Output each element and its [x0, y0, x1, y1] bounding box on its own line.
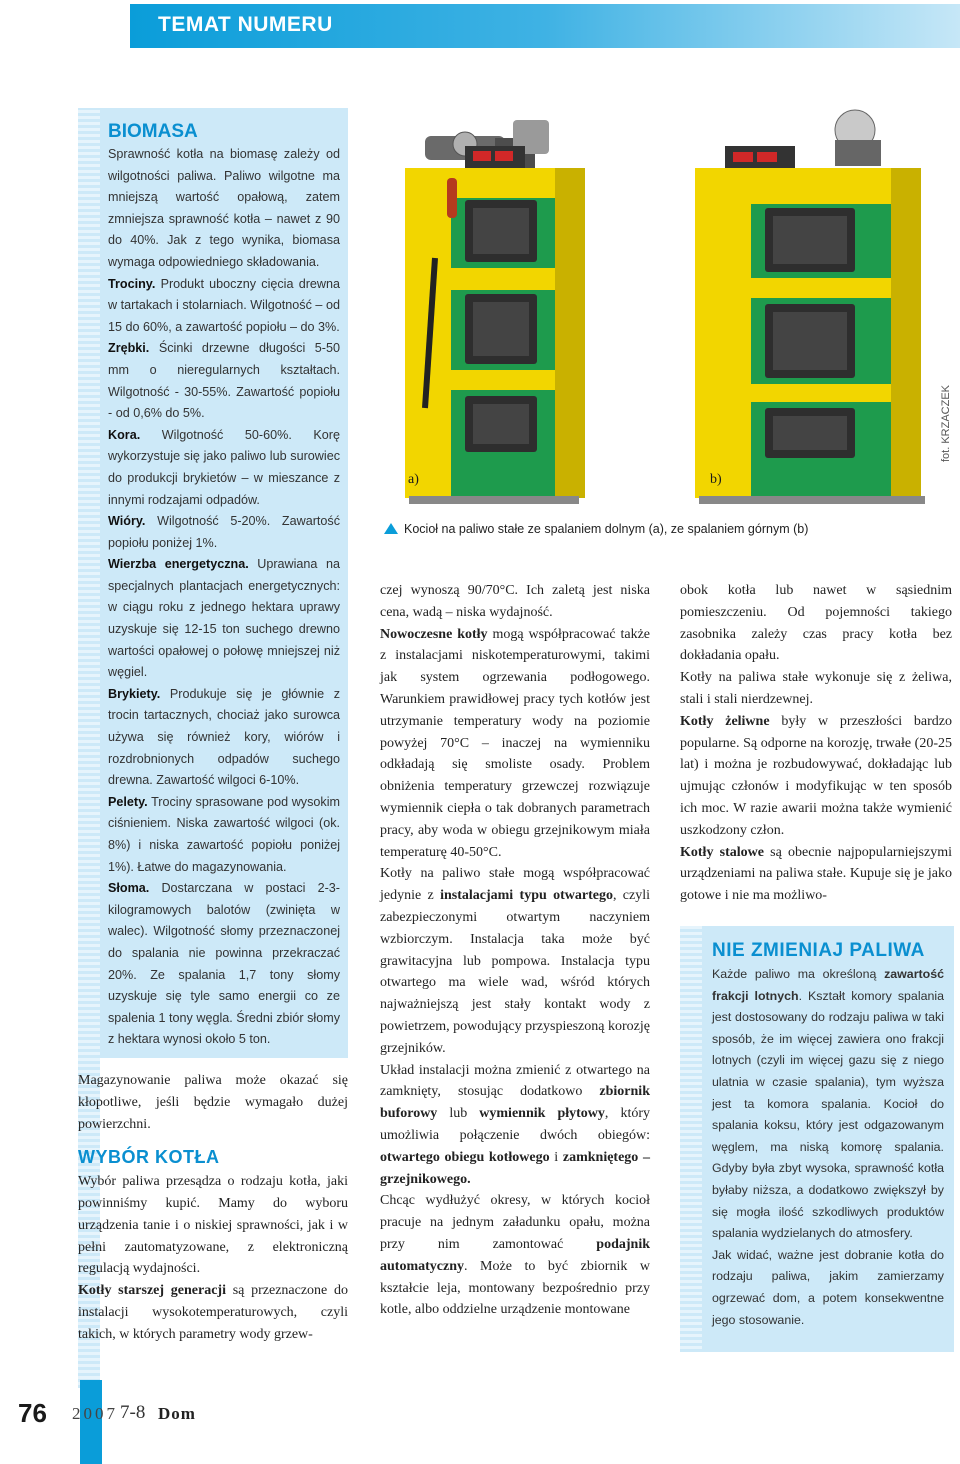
- col2-p5: Chcąc wydłużyć okresy, w których kocioł pracuje na jednym załadunku opału, można przy nim zamontować podajnik automatyczny. Może to być zbiornik w kształcie leja, montowany bezpośrednio przy kotle, albo oddzielne urządzenie montowane: [380, 1193, 650, 1318]
- magazine-logo: Dom: [158, 1404, 196, 1423]
- biomasa-item: Zrębki. Ścinki drzewne długości 5-50 mm o nieregularnych kształtach. Wilgotność - 30-55%. Zawartość popiołu - od 0,6% do 5%.: [108, 341, 340, 421]
- biomasa-content: [108, 120, 340, 1051]
- col3-p1: obok kotła lub nawet w sąsiednim pomieszczeniu. Od pojemności takiego zasobnika zależy czas pracy kotła bez dokładania opału.: [680, 583, 952, 664]
- storage-paragraph: Magazynowanie paliwa może okazać się kłopotliwe, jeśli będzie wymagało dużej powierzchni.: [78, 1073, 348, 1132]
- wybor-paragraph: Wybór paliwa przesądza o rodzaju kotła, jaki powinniśmy kupić. Mamy do wyboru urządzenia tanie i o niskiej sprawności, jak i w pełni zautomatyzowane, z elektroniczną regulacją wydajności.: [78, 1174, 348, 1277]
- col3-p2: Kotły na paliwa stałe wykonuje się z żeliwa, stali i stali nierdzewnej.: [680, 670, 952, 707]
- biomasa-title: BIOMASA: [108, 121, 198, 142]
- nie-zmieniaj-title: NIE ZMIENIAJ PALIWA: [712, 940, 925, 961]
- col2-p4: Układ instalacji można zmienić z otwartego na zamknięty, stosując dodatkowo zbiornik buforowy lub wymiennik płytowy, który umożliwia połączenie dwóch obiegów: otwartego obiegu kotłowego i zamkniętego – grzejnikowego.: [380, 1062, 650, 1187]
- col2-p3: Kotły na paliwo stałe mogą współpracować jedynie z instalacjami typu otwartego, czyli zabezpieczonymi otwartym naczyniem wzbiorczym. Instalacja taka może być grawitacyjna lub pompowa. Instalacja typu otwartego ma wiele wad, wśród których najważniejszą jest stały kontakt wody z powietrzem, powodujący przyspieszoną korozję grzejników.: [380, 866, 651, 1056]
- triangle-icon: [384, 523, 398, 534]
- left-lower-text: [78, 1070, 348, 1346]
- col2-p2: Nowoczesne kotły mogą współpracować także z instalacjami niskotemperaturowymi, takimi jak system ogrzewania podłogowego. Warunkiem prawidłowej pracy tych kotłów jest utrzymanie temperatury wody na poziomie powyżej 70°C – inaczej na wymienniku odkładają się smoliste osady. Problem obniżenia temperatury grzewczej rozwiązuje wymiennik ciepła o tak dobranych parametrach pracy, aby woda w obiegu grzejnikowym miała temperaturę 40-50°C.: [380, 626, 650, 860]
- biomasa-item: Pelety. Trociny sprasowane pod wysokim ciśnieniem. Niska zawartość wilgoci (ok. 8%) i niska zawartość popiołu poniżej 1%). Łatwe do magazynowania.: [108, 794, 340, 874]
- col3-p4: Kotły stalowe są obecnie najpopularniejszymi urządzeniami na paliwa stałe. Kupuje się je jako gotowe i nie ma możliwo-: [680, 844, 953, 904]
- header-bar: [0, 0, 960, 52]
- boiler-b: [695, 110, 925, 504]
- column-2: [380, 580, 650, 1321]
- starsza-generacja-paragraph: Kotły starszej generacji są przeznaczone do instalacji wysokotemperaturowych, czyli takich, w których parametry wody grzew-: [78, 1283, 348, 1342]
- boiler-a: [405, 120, 585, 504]
- biomasa-item: Trociny. Produkt uboczny cięcia drewna w tartakach i stolarniach. Wilgotność – od 15 do 60%, a zawartość popiołu – do 3%.: [108, 276, 340, 334]
- col3-p3: Kotły żeliwne były w przeszłości bardzo popularne. Są odporne na korozję, trwałe (20-25 lat) i można je rozbudowywać, dokładając lub ujmując członów i modyfikując w ten sposób ich moc. W razie awarii można także wymienić uszkodzony człon.: [680, 713, 952, 838]
- section-tab: [130, 4, 960, 48]
- nie-zmieniaj-p1: Każde paliwo ma określoną zawartość frakcji lotnych. Kształt komory spalania jest dostosowany do rodzaju paliwa w taki sposób, że im więcej zawiera ono frakcji lotnych (czyli im więcej gazu się z niego ulatnia w czasie spalania), tym wyższa jest ta komora spalania. Kocioł do spalania koksu, który jest odgazowanym węglem, ma niską komorę spalania. Gdyby była zbyt wysoka, sprawność kotła byłaby niższa, a dodatkowo zwiększył by się mogła ilość szkodliwych produktów spalania wydzielanych do atmosfery.: [712, 967, 944, 1241]
- biomasa-item: Wióry. Wilgotność 5-20%. Zawartość popiołu poniżej 1%.: [108, 514, 340, 550]
- biomasa-item: Słoma. Dostarczana w postaci 2-3-kilogramowych balotów (zwinięta w walec). Wilgotność słomy przeznaczonej do spalania nie powinna przekraczać 20%. Ze spalania 1,7 tony słomy uzyskuje się tyle samo energii co ze spalenia 1 tony węgla. Średni zbiór słomy z hektara wynosi około 5 ton.: [108, 881, 340, 1047]
- col2-p1: czej wynoszą 90/70°C. Ich zaletą jest niska cena, wadą – niska wydajność.: [380, 583, 650, 620]
- boiler-photo: [395, 108, 955, 508]
- page-number: 76: [18, 1398, 47, 1428]
- biomasa-item: Brykiety. Produkuje się je głównie z trocin tartacznych, chociaż jako surowca używa się również kory, wiórów i rozdrobnionych odpadów suchego drewna. Zawartość wilgoci 6-10%.: [108, 686, 340, 788]
- footer-issue: 7-8: [120, 1402, 146, 1423]
- label-a: a): [408, 472, 419, 487]
- biomasa-intro: Sprawność kotła na biomasę zależy od wilgotności paliwa. Paliwo wilgotne ma mniejszą wartość opałową, zatem zmniejsza sprawność kotła – nawet z 90 do 40%. Jak z tego wynika, biomasa wymaga odpowiedniego składowania.: [108, 147, 340, 269]
- wybor-kotla-title: WYBÓR KOTŁA: [78, 1147, 220, 1168]
- nie-zmieniaj-stripe: [680, 926, 702, 1352]
- photo-credit: fot. KRZACZEK: [940, 384, 952, 462]
- label-b: b): [710, 472, 722, 487]
- biomasa-item: Kora. Wilgotność 50-60%. Korę wykorzystuje się jako paliwo lub surowiec do produkcji brykietów – w mieszance z innymi rodzajami odpadów.: [108, 427, 340, 507]
- figure-caption: Kocioł na paliwo stałe ze spalaniem dolnym (a), ze spalaniem górnym (b): [384, 522, 808, 536]
- nie-zmieniaj-content: [712, 938, 944, 1331]
- biomasa-item: Wierzba energetyczna. Uprawiana na specjalnych plantacjach energetycznych: w ciągu roku z jednego hektara uprawy uzyskuje się 12-15 ton suchego drewno wartości opałowej o połowę mniejszej niż węgiel.: [108, 557, 340, 680]
- section-title: TEMAT NUMERU: [158, 13, 333, 36]
- nie-zmieniaj-p2: Jak widać, ważne jest dobranie kotła do rodzaju paliwa, jakim zamierzamy ogrzewać dom, a potem konsekwentne jego stosowanie.: [712, 1247, 944, 1327]
- column-3: [680, 580, 952, 907]
- footer-year: 2007: [72, 1404, 118, 1423]
